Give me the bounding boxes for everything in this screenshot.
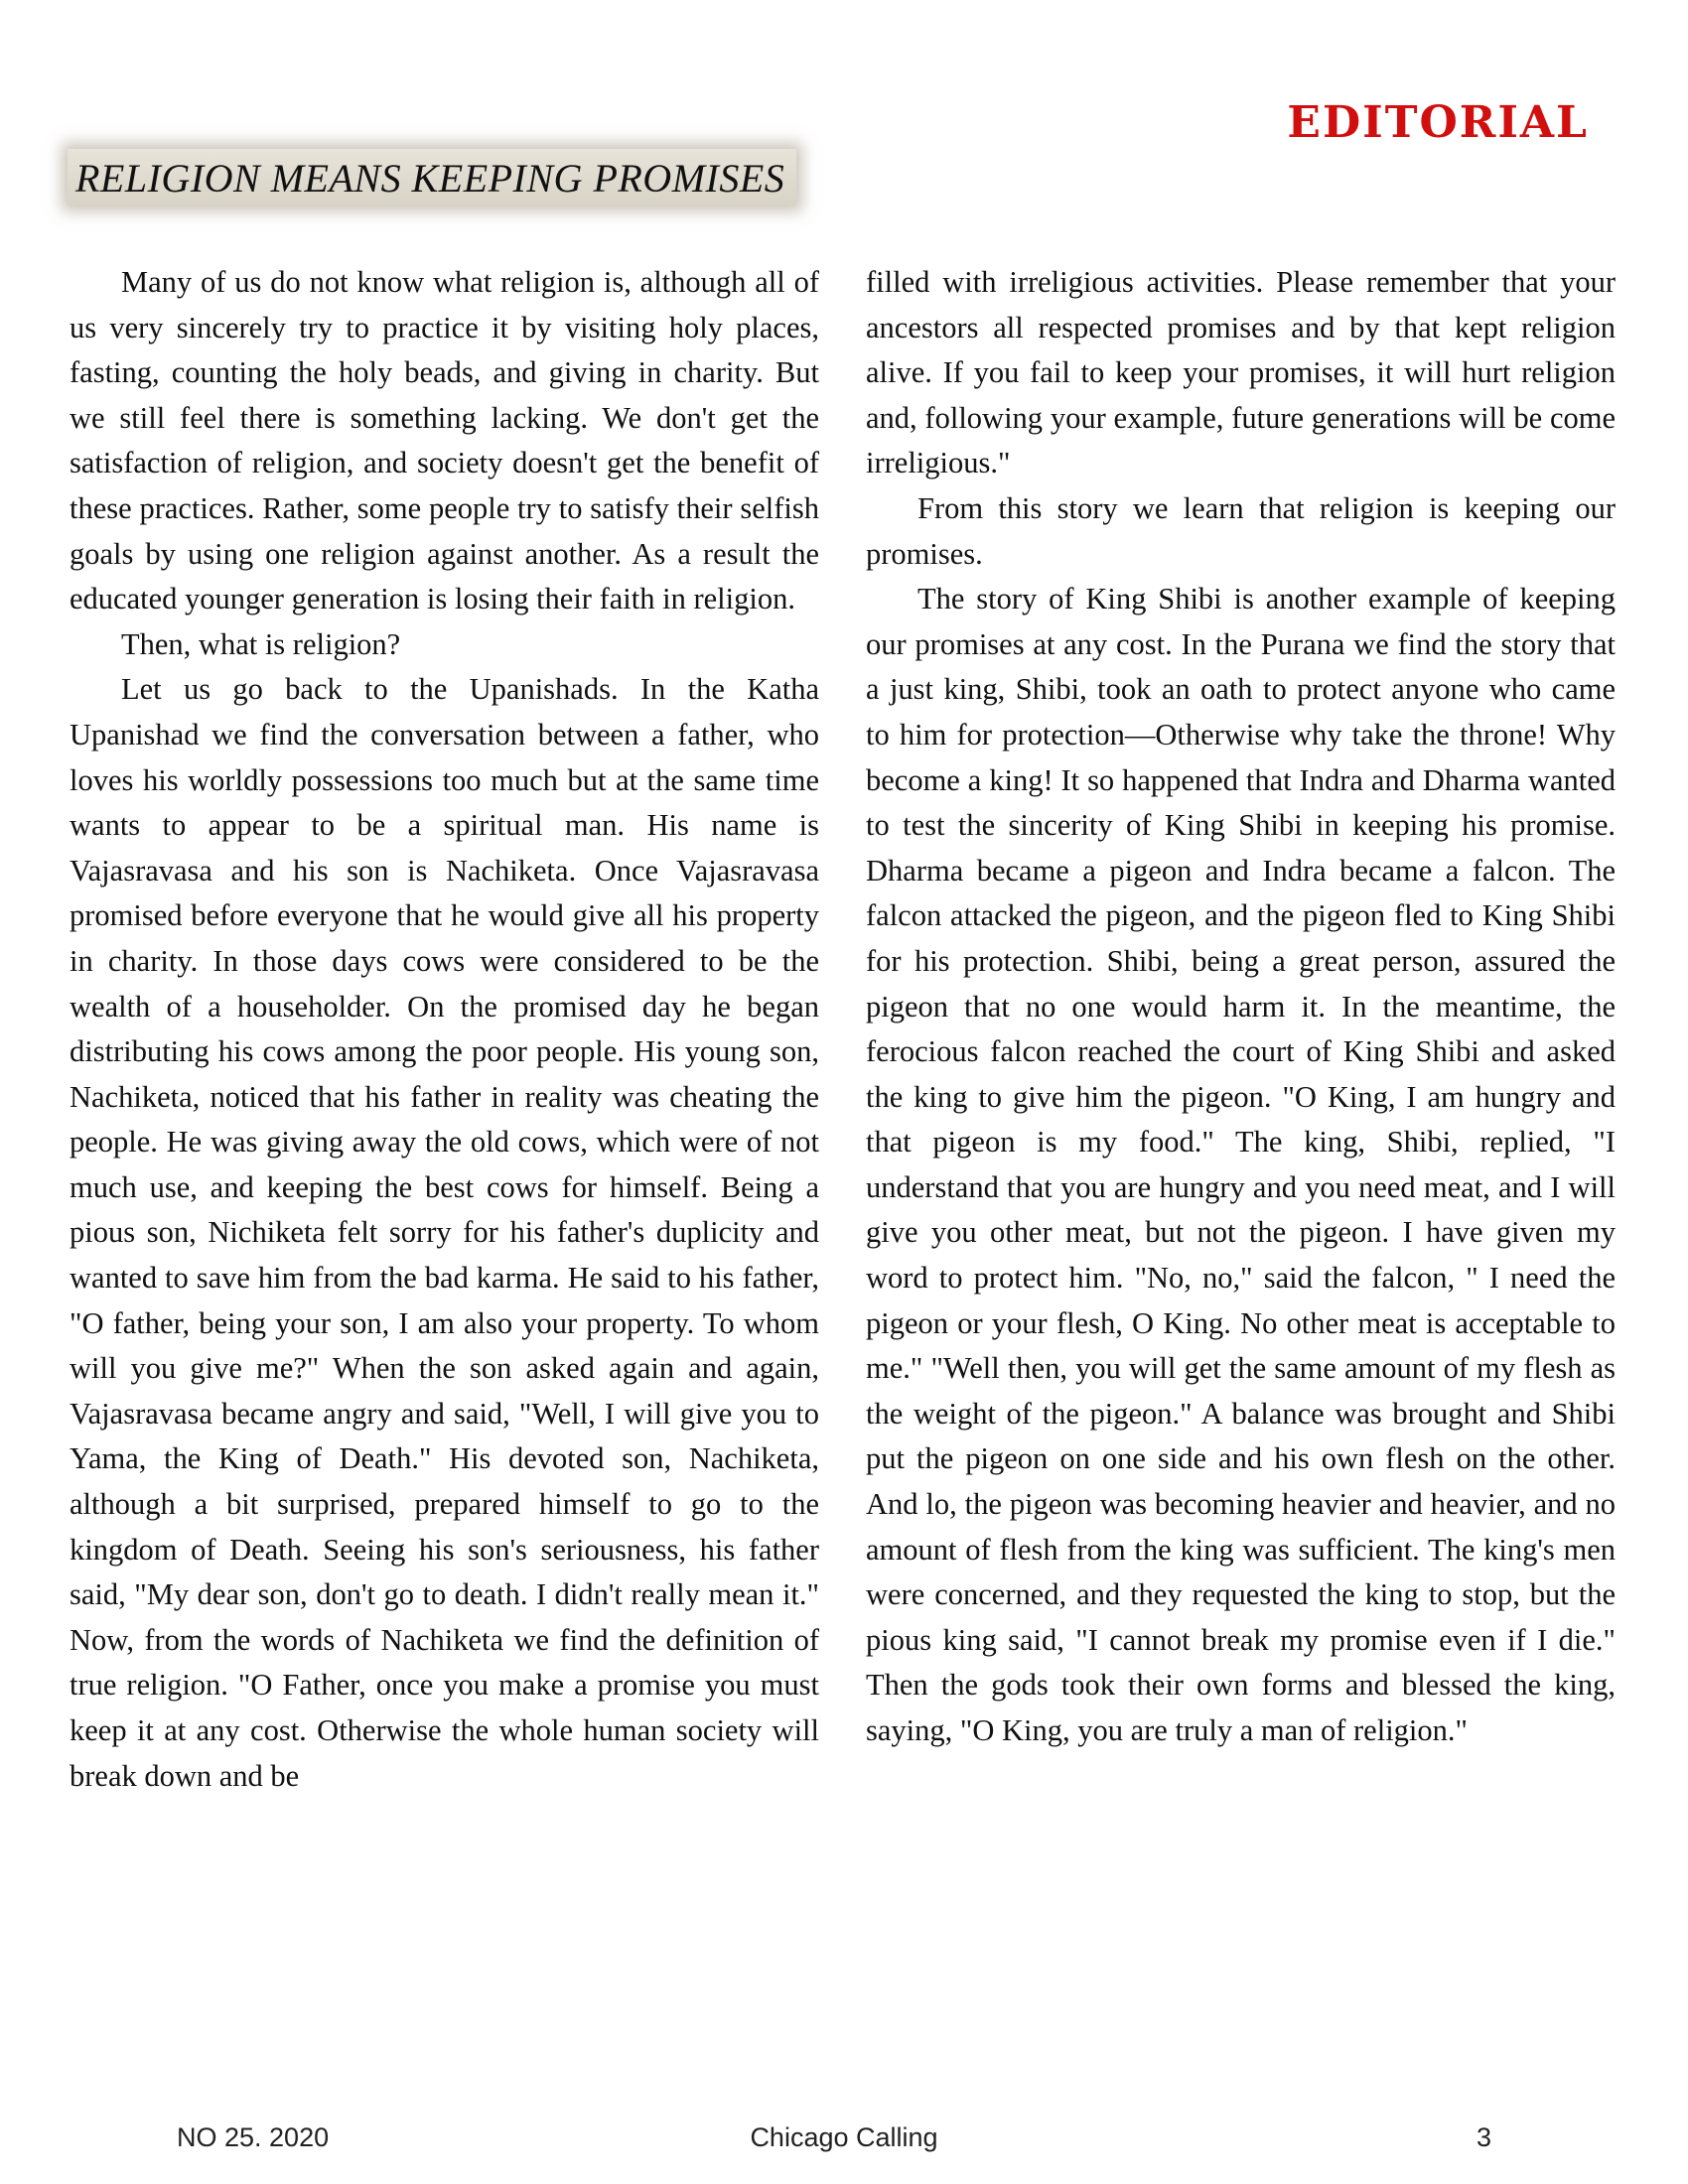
footer-magazine-name: Chicago Calling bbox=[750, 2122, 938, 2152]
page-number: 3 bbox=[1476, 2122, 1491, 2152]
footer-issue: NO 25. 2020 bbox=[177, 2122, 330, 2152]
paragraph-continued: filled with irreligious activities. Please remember that your ancestors all respected promises and by that kept religion alive. If you fail to keep your promises, it will hurt religion and, following your example, future generations will be come irreligious." bbox=[866, 265, 1616, 480]
paragraph: Then, what is religion? bbox=[121, 626, 401, 661]
article-title: RELIGION MEANS KEEPING PROMISES bbox=[68, 149, 796, 205]
article-body bbox=[70, 260, 1616, 1799]
section-label: EDITORIAL bbox=[1287, 97, 1589, 148]
paragraph: Many of us do not know what religion is, although all of us very sincerely try to practice it by visiting holy places, fasting, counting the holy beads, and giving in charity. But we still feel there is something lacking. We don't get the satisfaction of religion, and society doesn't get the benefit of these practices. Rather, some people try to satisfy their selfish goals by using one religion against another. As a result the educated younger generation is losing their faith in religion. bbox=[70, 265, 819, 616]
column-left bbox=[70, 260, 819, 1799]
column-right bbox=[866, 260, 1616, 1799]
paragraph: The story of King Shibi is another example of keeping our promises at any cost. In the Purana we find the story that a just king, Shibi, took an oath to protect anyone who came to him for protection—Otherwise why take the throne! Why become a king! It so happened that Indra and Dharma wanted to test the sincerity of King Shibi in keeping his promise. Dharma became a pigeon and Indra became a falcon. The falcon attacked the pigeon, and the pigeon fled to King Shibi for his protection. Shibi, being a great person, assured the pigeon that no one would harm it. In the meantime, the ferocious falcon reached the court of King Shibi and asked the king to give him the pigeon. "O King, I am hungry and that pigeon is my food." The king, Shibi, replied, "I understand that you are hungry and you need meat, and I will give you other meat, but not the pigeon. I have given my word to protect him. "No, no," said the falcon, " I need the pigeon or your flesh, O King. No other meat is acceptable to me." "Well then, you will get the same amount of my flesh as the weight of the pigeon." A balance was brought and Shibi put the pigeon on one side and his own flesh on the other. And lo, the pigeon was becoming heavier and heavier, and no amount of flesh from the king was sufficient. The king's men were concerned, and they requested the king to stop, but the pious king said, "I cannot break my promise even if I die." Then the gods took their own forms and blessed the king, saying, "O King, you are truly a man of religion." bbox=[866, 582, 1616, 1747]
page-footer bbox=[0, 2122, 1688, 2162]
paragraph: From this story we learn that religion is keeping our promises. bbox=[866, 490, 1616, 571]
paragraph: Let us go back to the Upanishads. In the Katha Upanishad we find the conversation between a father, who loves his worldly possessions too much but at the same time wants to appear to be a spiritual man. His name is Vajasravasa and his son is Nachiketa. Once Vajasravasa promised before everyone that he would give all his property in charity. In those days cows were considered to be the wealth of a householder. On the promised day he began distributing his cows among the poor people. His young son, Nachiketa, noticed that his father in reality was cheating the people. He was giving away the old cows, which were of not much use, and keeping the best cows for himself. Being a pious son, Nichiketa felt sorry for his father's duplicity and wanted to save him from the bad karma. He said to his father, "O father, being your son, I am also your property. To whom will you give me?" When the son asked again and again, Vajasravasa became angry and said, "Well, I will give you to Yama, the King of Death." His devoted son, Nachiketa, although a bit surprised, prepared himself to go to the kingdom of Death. Seeing his son's seriousness, his father said, "My dear son, don't go to death. I didn't really mean it." Now, from the words of Nachiketa we find the definition of true religion. "O Father, once you make a promise you must keep it at any cost. Otherwise the whole human society will break down and be bbox=[70, 672, 819, 1793]
